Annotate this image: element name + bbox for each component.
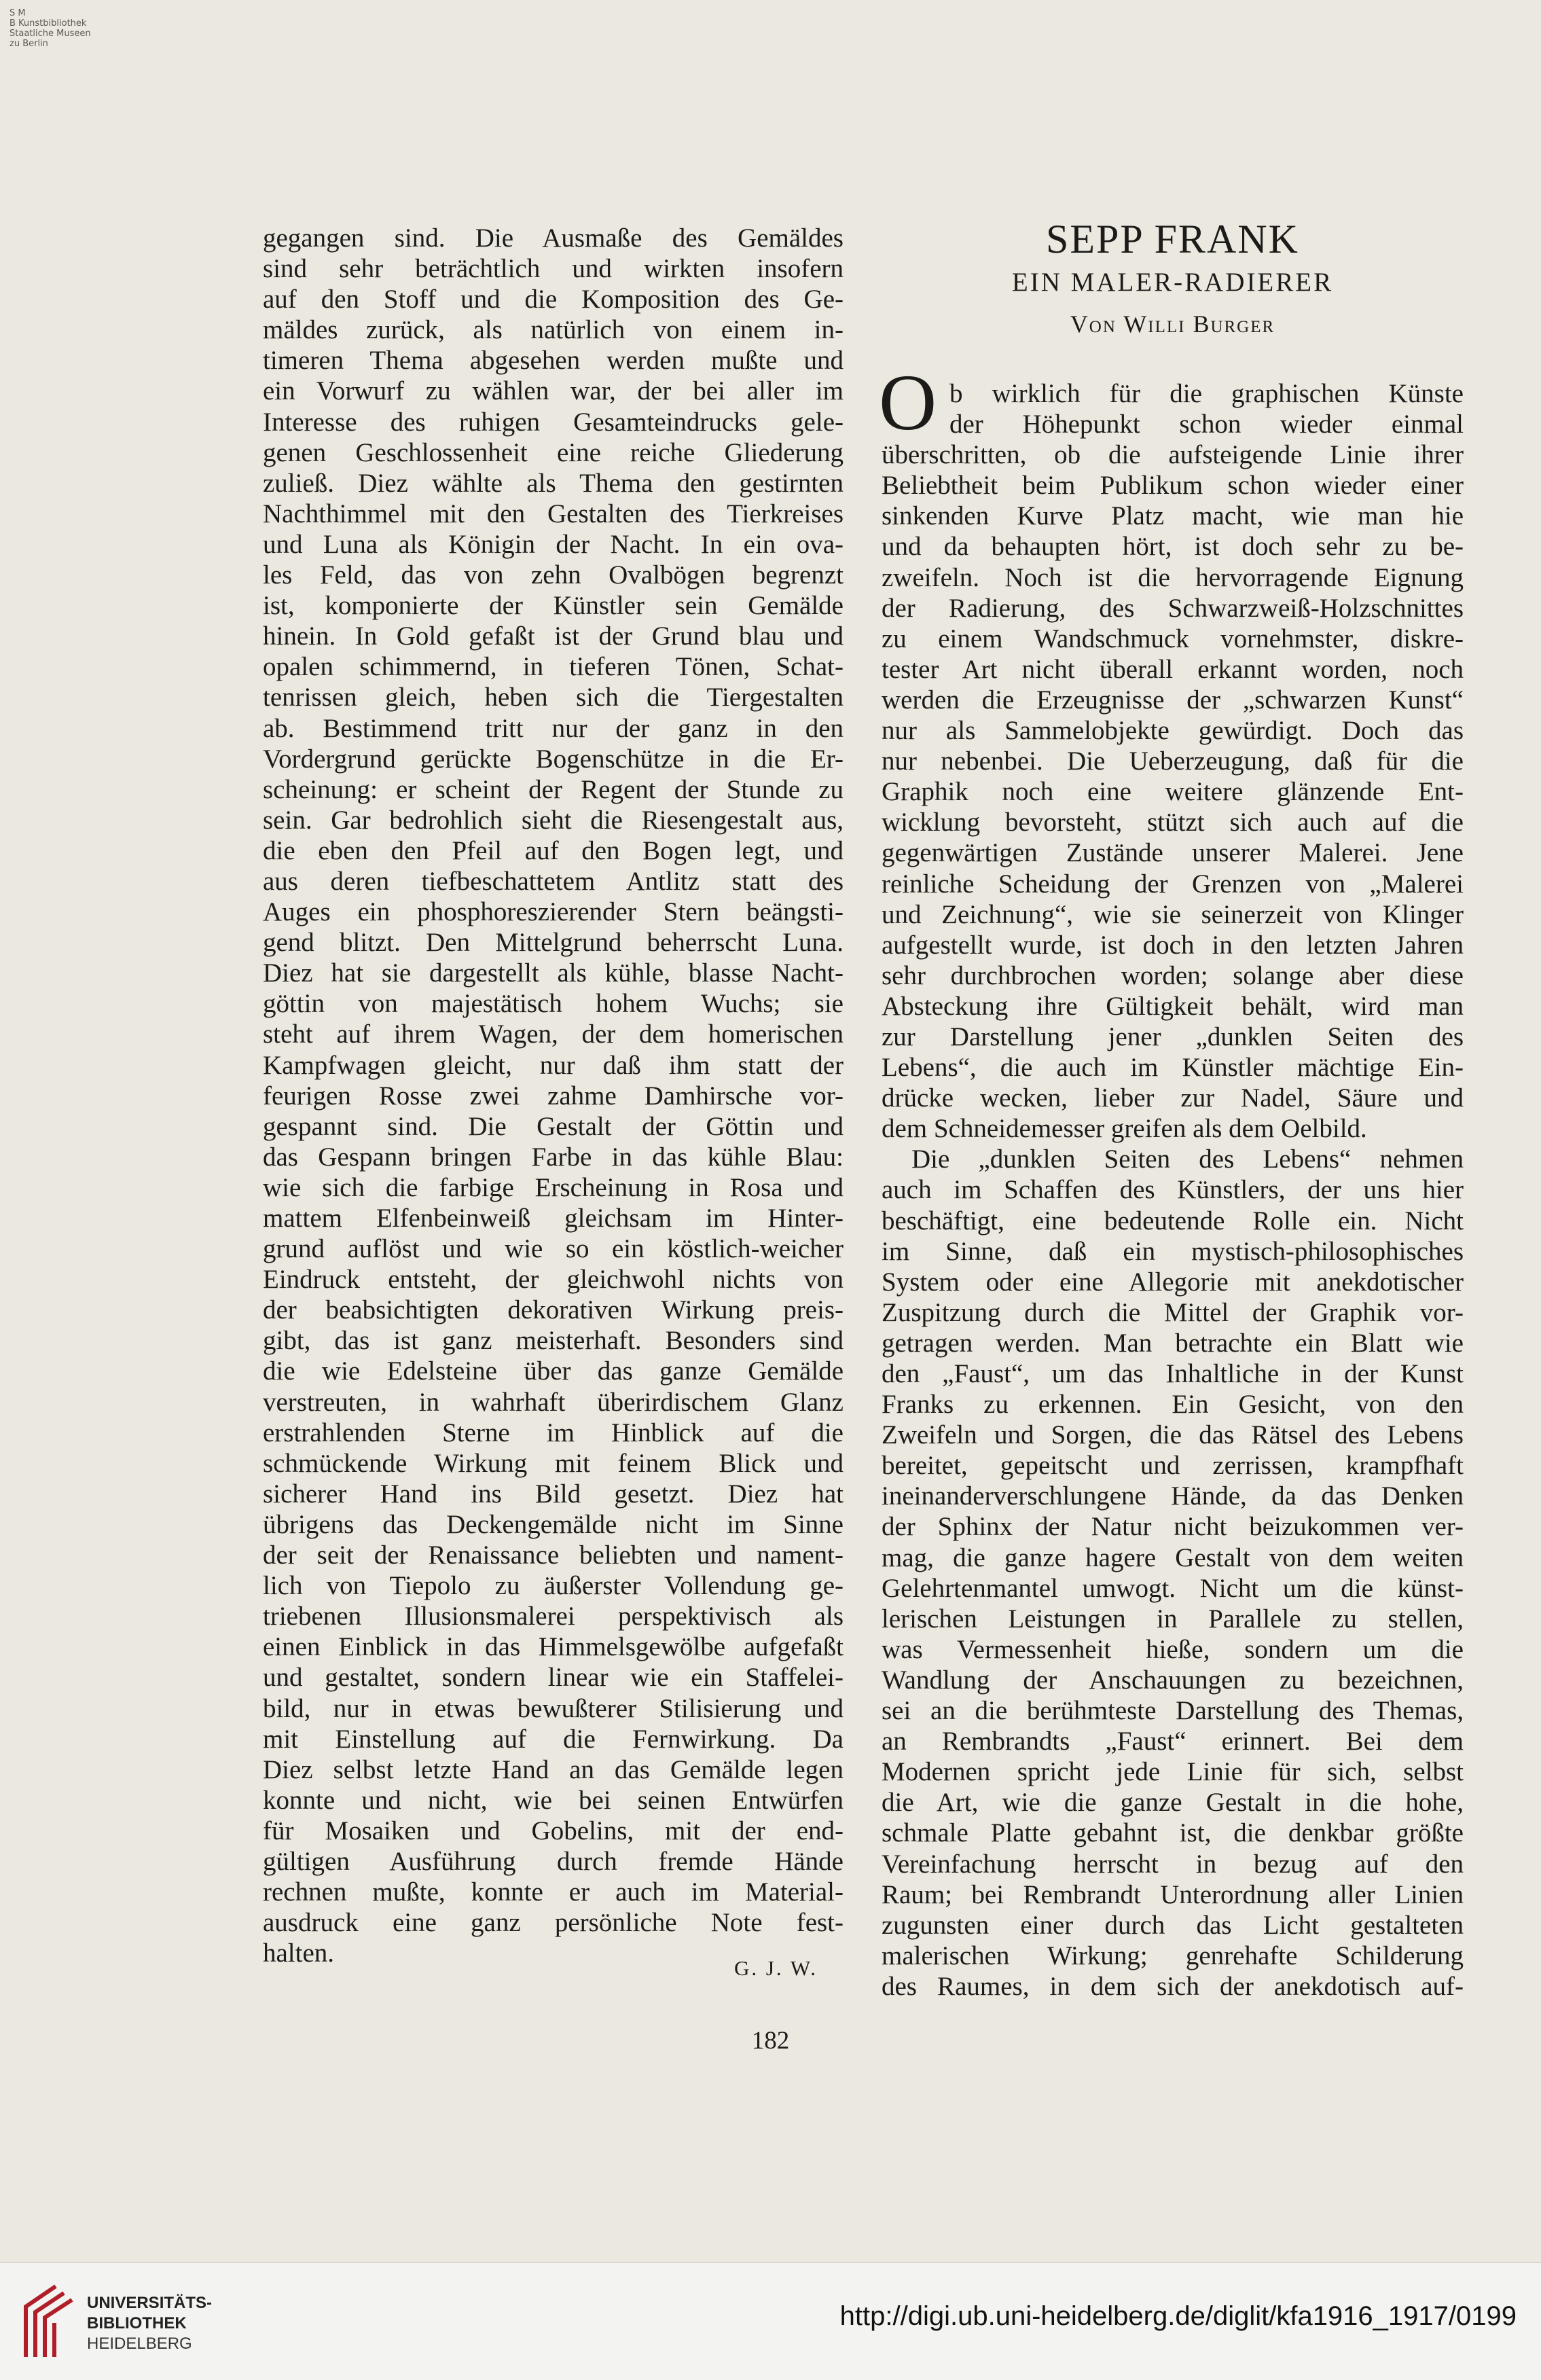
text-line: mattem Elfenbeinweiß gleichsam im Hinter-: [263, 1204, 844, 1233]
text-line: Interesse des ruhigen Gesamteindrucks gele-: [263, 407, 844, 437]
text-line: Kampfwagen gleicht, nur daß ihm statt der: [263, 1050, 844, 1080]
text-line: Lebens“, die auch im Künstler mächtige Ein-: [882, 1053, 1464, 1083]
viewer-footer: [0, 2262, 1541, 2380]
text-line: überschritten, ob die aufsteigende Linie ihrer: [882, 440, 1464, 470]
text-line: scheinung: er scheint der Regent der Stunde zu: [263, 774, 844, 804]
text-line: grund auflöst und wie so ein köstlich-weicher: [263, 1234, 844, 1264]
text-line: ineinanderverschlungene Hände, da das Denken: [882, 1481, 1464, 1511]
text-line: wicklung bevorsteht, stützt sich auch auf die: [882, 808, 1464, 837]
stamp-line: zu Berlin: [10, 39, 48, 49]
text-line: zur Darstellung jener „dunklen Seiten des: [882, 1022, 1464, 1051]
text-line: genen Geschlossenheit eine reiche Gliederung: [263, 437, 844, 467]
logo-line: HEIDELBERG: [87, 2334, 192, 2353]
logo-line: BIBLIOTHEK: [87, 2314, 187, 2332]
text-line: Zuspitzung durch die Mittel der Graphik vor-: [882, 1297, 1464, 1327]
university-library-logo-icon: [16, 2281, 75, 2362]
text-line: Modernen spricht jede Linie für sich, selbst: [882, 1757, 1464, 1787]
text-line: Beliebtheit beim Publikum schon wieder einer: [882, 471, 1464, 501]
text-line: Die „dunklen Seiten des Lebens“ nehmen: [911, 1144, 1464, 1174]
permalink-url[interactable]: http://digi.ub.uni-heidelberg.de/diglit/kfa1916_1917/0199: [839, 2301, 1517, 2331]
text-line: aufgestellt wurde, ist doch in den letzten Jahren: [882, 930, 1464, 960]
text-line: der Höhepunkt schon wieder einmal: [949, 410, 1464, 439]
text-line: lerischen Leistungen in Parallele zu stellen,: [882, 1604, 1464, 1634]
text-line: das Gespann bringen Farbe in das kühle Blau:: [263, 1142, 844, 1172]
text-line: Vereinfachung herrscht in bezug auf den: [882, 1849, 1464, 1879]
university-library-name: [87, 2293, 212, 2354]
text-line: mäldes zurück, als natürlich von einem in-: [263, 315, 844, 345]
text-line: bereitet, gepeitscht und zerrissen, krampfhaft: [882, 1451, 1464, 1481]
stamp-line: Staatliche Museen: [10, 29, 91, 39]
text-line: b wirklich für die graphischen Künste: [949, 379, 1464, 408]
text-line: nur als Sammelobjekte gewürdigt. Doch das: [882, 716, 1464, 746]
text-line: zweifeln. Noch ist die hervorragende Eignung: [882, 562, 1464, 592]
library-stamp: [10, 8, 91, 49]
text-line: triebenen Illusionsmalerei perspektivisch als: [263, 1602, 844, 1631]
article-subtitle: EIN MALER-RADIERER: [1011, 268, 1334, 297]
text-line: gegenwärtigen Zustände unserer Malerei. Jene: [882, 838, 1464, 868]
text-line: beschäftigt, eine bedeutende Rolle ein. Nicht: [882, 1206, 1464, 1236]
logo-line: UNIVERSITÄTS-: [87, 2294, 213, 2312]
text-line: des Raumes, in dem sich der anekdotisch auf-: [882, 1971, 1464, 2001]
text-line: auf den Stoff und die Komposition des Ge-: [263, 285, 844, 314]
text-line: erstrahlenden Sterne im Hinblick auf die: [263, 1418, 844, 1447]
text-line: übrigens das Deckengemälde nicht im Sinne: [263, 1509, 844, 1539]
text-line: gespannt sind. Die Gestalt der Göttin und: [263, 1111, 844, 1141]
text-line: was Vermessenheit hieße, sondern um die: [882, 1634, 1464, 1664]
text-line: ist, komponierte der Künstler sein Gemälde: [263, 591, 844, 621]
author-signature: G. J. W.: [733, 1956, 818, 1980]
left-column: [263, 223, 844, 1968]
text-line: Wandlung der Anschauungen zu bezeichnen,: [882, 1665, 1464, 1695]
text-line: drücke wecken, lieber zur Nadel, Säure und: [882, 1083, 1464, 1113]
text-line: auch im Schaffen des Künstlers, der uns hier: [882, 1175, 1464, 1205]
text-line: Absteckung ihre Gültigkeit behält, wird man: [882, 991, 1464, 1021]
text-line: lich von Tiepolo zu äußerster Vollendung ge-: [263, 1571, 844, 1601]
text-line: die Art, wie die ganze Gestalt in die hohe,: [882, 1788, 1464, 1818]
text-line: wie sich die farbige Erscheinung in Rosa und: [263, 1172, 844, 1202]
text-line: rechnen mußte, konnte er auch im Material-: [263, 1877, 844, 1907]
text-line: und Luna als Königin der Nacht. In ein ova-: [263, 529, 844, 559]
text-line: ab. Bestimmend tritt nur der ganz in den: [263, 713, 844, 743]
text-line: und da behaupten hört, ist doch sehr zu be-: [882, 532, 1464, 562]
text-line: zuließ. Diez wählte als Thema den gestirnten: [263, 468, 844, 498]
text-line: sei an die berühmteste Darstellung des Themas,: [882, 1696, 1464, 1726]
text-line: den „Faust“, um das Inhaltliche in der Kunst: [882, 1359, 1464, 1388]
text-line: halten.: [263, 1939, 335, 1968]
text-line: der beabsichtigten dekorativen Wirkung preis-: [263, 1295, 844, 1325]
right-column: [882, 378, 1464, 2002]
text-line: gend blitzt. Den Mittelgrund beherrscht Luna.: [263, 928, 844, 958]
text-line: sehr durchbrochen worden; solange aber diese: [882, 960, 1464, 990]
text-line: schmückende Wirkung mit feinem Blick und: [263, 1448, 844, 1478]
text-line: Vordergrund gerückte Bogenschütze in die Er-: [263, 744, 844, 774]
text-line: gegangen sind. Die Ausmaße des Gemäldes: [263, 223, 844, 253]
text-line: gültigen Ausführung durch fremde Hände: [263, 1846, 844, 1876]
text-line: zu einem Wandschmuck vornehmster, diskre-: [882, 624, 1464, 653]
text-line: an Rembrandts „Faust“ erinnert. Bei dem: [882, 1727, 1464, 1756]
text-line: Auges ein phosphoreszierender Stern beängsti-: [263, 897, 844, 927]
article-title: SEPP FRANK: [1046, 217, 1299, 262]
text-line: dem Schneidemesser greifen als dem Oelbild.: [882, 1114, 1367, 1144]
text-line: sein. Gar bedrohlich sieht die Riesengestalt aus,: [263, 805, 844, 835]
text-line: nur nebenbei. Die Ueberzeugung, daß für die: [882, 746, 1464, 776]
text-line: die eben den Pfeil auf den Bogen legt, und: [263, 835, 844, 865]
text-line: im Sinne, daß ein mystisch-philosophisches: [882, 1236, 1464, 1266]
text-line: konnte und nicht, wie bei seinen Entwürfen: [263, 1785, 844, 1815]
text-line: bild, nur in etwas bewußterer Stilisierung und: [263, 1693, 844, 1723]
text-line: der Sphinx der Natur nicht beizukommen ver-: [882, 1512, 1464, 1542]
text-line: Raum; bei Rembrandt Unterordnung aller Linien: [882, 1879, 1464, 1909]
text-line: Nachthimmel mit den Gestalten des Tierkreises: [263, 499, 844, 528]
text-line: für Mosaiken und Gobelins, mit der end-: [263, 1816, 844, 1845]
text-line: Zweifeln und Sorgen, die das Rätsel des Lebens: [882, 1420, 1464, 1450]
text-line: aus deren tiefbeschattetem Antlitz statt des: [263, 866, 844, 896]
text-line: göttin von majestätisch hohem Wuchs; sie: [263, 989, 844, 1019]
text-line: sicherer Hand ins Bild gesetzt. Diez hat: [263, 1479, 844, 1509]
text-line: tester Art nicht überall erkannt worden, noch: [882, 654, 1464, 684]
text-line: Gelehrtenmantel umwogt. Nicht um die künst-: [882, 1573, 1464, 1603]
text-line: der Radierung, des Schwarzweiß-Holzschnittes: [882, 593, 1464, 623]
text-line: schmale Platte gebahnt ist, die denkbar größte: [882, 1818, 1464, 1848]
text-line: timeren Thema abgesehen werden mußte und: [263, 346, 844, 376]
text-line: malerischen Wirkung; genrehafte Schilderung: [882, 1941, 1464, 1970]
text-line: werden die Erzeugnisse der „schwarzen Kunst“: [882, 685, 1464, 715]
text-line: reinliche Scheidung der Grenzen von „Malerei: [882, 869, 1464, 899]
text-line: Diez hat sie dargestellt als kühle, blasse Nacht-: [263, 958, 844, 988]
stamp-line: S M: [10, 8, 26, 18]
text-line: mit Einstellung auf die Fernwirkung. Da: [263, 1724, 844, 1754]
text-line: und Zeichnung“, wie sie seinerzeit von Klinger: [882, 899, 1464, 929]
stamp-line: B Kunstbibliothek: [10, 18, 87, 29]
text-line: ein Vorwurf zu wählen war, der bei aller im: [263, 376, 844, 406]
text-line: gibt, das ist ganz meisterhaft. Besonders sind: [263, 1326, 844, 1356]
article-byline: Von Willi Burger: [1070, 310, 1275, 338]
text-line: mag, die ganze hagere Gestalt von dem weiten: [882, 1543, 1464, 1572]
text-line: feurigen Rosse zwei zahme Damhirsche vor-: [263, 1081, 844, 1111]
text-line: zugunsten einer durch das Licht gestalteten: [882, 1910, 1464, 1940]
text-line: Franks zu erkennen. Ein Gesicht, von den: [882, 1390, 1464, 1420]
text-line: verstreuten, in wahrhaft überirdischem Glanz: [263, 1387, 844, 1417]
text-line: opalen schimmernd, in tieferen Tönen, Schat-: [263, 652, 844, 682]
text-line: les Feld, das von zehn Ovalbögen begrenzt: [263, 560, 844, 590]
text-line: steht auf ihrem Wagen, der dem homerischen: [263, 1020, 844, 1049]
text-line: die wie Edelsteine über das ganze Gemälde: [263, 1356, 844, 1386]
text-line: der seit der Renaissance beliebten und nament-: [263, 1540, 844, 1570]
text-line: Graphik noch eine weitere glänzende Ent-: [882, 777, 1464, 807]
text-line: sind sehr beträchtlich und wirkten insofern: [263, 254, 844, 284]
drop-cap: O: [879, 358, 937, 447]
text-line: System oder eine Allegorie mit anekdotischer: [882, 1267, 1464, 1297]
text-line: einen Einblick in das Himmelsgewölbe aufgefaßt: [263, 1632, 844, 1662]
text-line: tenrissen gleich, heben sich die Tiergestalten: [263, 683, 844, 713]
text-line: sinkenden Kurve Platz macht, wie man hie: [882, 501, 1464, 531]
page-number: 182: [751, 2027, 790, 2055]
text-line: Diez selbst letzte Hand an das Gemälde legen: [263, 1754, 844, 1784]
text-line: Eindruck entsteht, der gleichwohl nichts von: [263, 1265, 844, 1295]
text-line: ausdruck eine ganz persönliche Note fest-: [263, 1908, 844, 1938]
text-line: und gestaltet, sondern linear wie ein Staffelei-: [263, 1663, 844, 1693]
text-line: hinein. In Gold gefaßt ist der Grund blau und: [263, 621, 844, 651]
text-line: getragen werden. Man betrachte ein Blatt wie: [882, 1328, 1464, 1358]
